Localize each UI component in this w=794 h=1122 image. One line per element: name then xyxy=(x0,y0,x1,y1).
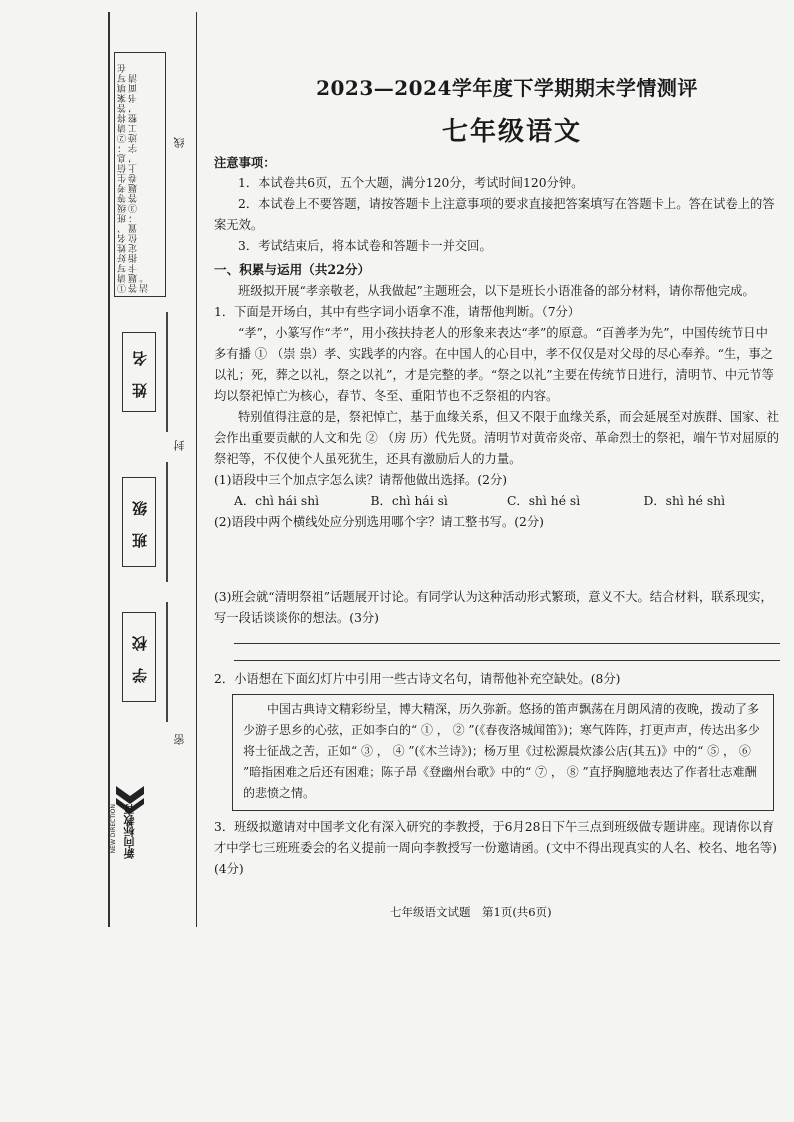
answer-space-sub-2[interactable] xyxy=(214,533,780,587)
section-1-intro: 班级拟开展“孝亲敬老，从我做起”主题班会，以下是班长小语准备的部分材料，请你帮他完成。 xyxy=(238,284,755,298)
school-write-line xyxy=(166,602,168,722)
slide-text: 中国古典诗文精彩纷呈，博大精深，历久弥新。悠扬的笛声飘荡在月朗风清的夜晚，拨动了多少游子思乡的心弦，正如李白的“ ① ， ② ”(《春夜洛城闻笛》)；寒气阵阵，打更声声，传达出多少将士征战之苦，正如“ ③ ， ④ ”(《木兰诗》)；杨万里《过松源晨炊漆公店(其五)》中的“ ⑤ ， ⑥ ”暗指困难之后还有困难；陈子昂《登幽州台歌》中的“ ⑦ ， ⑧ ”直抒胸臆地表达了作者壮志难酬的悲愤之情。 xyxy=(243,702,760,800)
binding-strip xyxy=(100,12,210,927)
publisher-logo-subtitle: NEW DIRECTION xyxy=(110,804,117,854)
class-field-label: 班 级 xyxy=(130,495,149,549)
question-1-paragraph-1: “孝”，小篆写作“𦒱”，用小孩扶持老人的形象来表达“孝”的原意。“百善孝为先”，中国传统节日中多有播 ① （崇 祟）孝、实践孝的内容。在中国人的心目中，孝不仅仅是对父母的尽心奉养。“生，事之以礼；死，葬之以礼，祭之以礼”，才是完整的孝。“祭之以礼”主要在传统节日进行，清明节、中元节等均以祭祀悼亡为核心，春节、冬至、重阳节也不乏祭祖的内容。 xyxy=(214,326,774,403)
exam-subject: 七年级语文 xyxy=(441,117,582,147)
exam-content xyxy=(214,72,780,880)
question-1-choices xyxy=(214,491,780,512)
answer-line-2[interactable] xyxy=(234,646,780,661)
name-field-box[interactable] xyxy=(122,332,156,412)
note-item-1: 1．本试卷共6页，五个大题，满分120分，考试时间120分钟。 xyxy=(238,176,584,190)
question-3-stem: 3．班级拟邀请对中国孝文化有深入研究的李教授，于6月28日下午三点到班级做专题讲座。现请你以育才中学七三班班委会的名义提前一周向李教授写一份邀请函。(文中不得出现真实的人名、校名、地名等)(4分) xyxy=(214,820,777,876)
exam-title: 2023—2024学年度下学期期末学情测评 xyxy=(316,76,698,100)
candidate-notice-text: ①请写好姓名、班级等考生信息；②请将答案填写在答题卡指定位置；③答题卷上，字迹工整，书面清洁。 xyxy=(118,63,150,293)
note-item-3: 3．考试结束后，将本试卷和答题卡一并交回。 xyxy=(238,239,492,253)
question-1-sub-3: (3)班会就“清明祭祖”话题展开讨论。有同学认为这种活动形式繁琐，意义不大。结合材料，联系现实，写一段话谈谈你的想法。(3分) xyxy=(214,590,773,625)
section-1-heading: 一、积累与运用（共22分） xyxy=(214,262,371,277)
strip-border-right xyxy=(196,12,197,927)
school-field-box[interactable] xyxy=(122,612,156,702)
choice-c[interactable]: C．shì hé sì xyxy=(507,494,581,508)
publisher-logo-name: 新向标教育 xyxy=(123,804,136,859)
candidate-notice-box xyxy=(114,52,166,297)
choice-a[interactable]: A．chì hái shì xyxy=(234,494,320,508)
question-1-sub-1: (1)语段中三个加点字怎么读？请帮他做出选择。(2分) xyxy=(214,473,508,487)
class-field-box[interactable] xyxy=(122,477,156,567)
cut-line-word-mi: 密 xyxy=(173,734,186,745)
choice-b[interactable]: B．chì hái sì xyxy=(370,494,448,508)
notes-heading: 注意事项： xyxy=(214,155,276,170)
answer-line-1[interactable] xyxy=(234,629,780,644)
question-1-stem: 1．下面是开场白，其中有些字词小语拿不准，请帮他判断。（7分） xyxy=(214,305,581,319)
question-2-stem: 2．小语想在下面幻灯片中引用一些古诗文名句，请帮他补充空缺处。(8分) xyxy=(214,672,621,686)
slide-box xyxy=(232,694,774,811)
cut-line-word-xian: 线 xyxy=(173,137,186,148)
school-field-label: 学 校 xyxy=(130,630,149,684)
page-footer: 七年级语文试题 第1页(共6页) xyxy=(390,905,552,919)
question-1-sub-2: (2)语段中两个横线处应分别选用哪个字？请工整书写。(2分) xyxy=(214,515,544,529)
name-write-line xyxy=(166,312,168,432)
name-field-label: 姓 名 xyxy=(130,345,149,399)
note-item-2: 2．本试卷上不要答题，请按答题卡上注意事项的要求直接把答案填写在答题卡上。答在试卷上的答案无效。 xyxy=(214,197,775,232)
cut-line-word-feng: 封 xyxy=(173,440,186,451)
choice-d[interactable]: D．shì hé shì xyxy=(643,494,725,508)
question-1-paragraph-2: 特别值得注意的是，祭祀悼亡，基于血缘关系，但又不限于血缘关系，而会延展至对族群、国家、社会作出重要贡献的人文和先 ② （房 历）代先贤。清明节对黄帝炎帝、革命烈士的祭祀，端午节对屈原的祭祀等，不仅使个人虽死犹生，还具有激励后人的力量。 xyxy=(214,410,780,466)
class-write-line xyxy=(166,462,168,582)
